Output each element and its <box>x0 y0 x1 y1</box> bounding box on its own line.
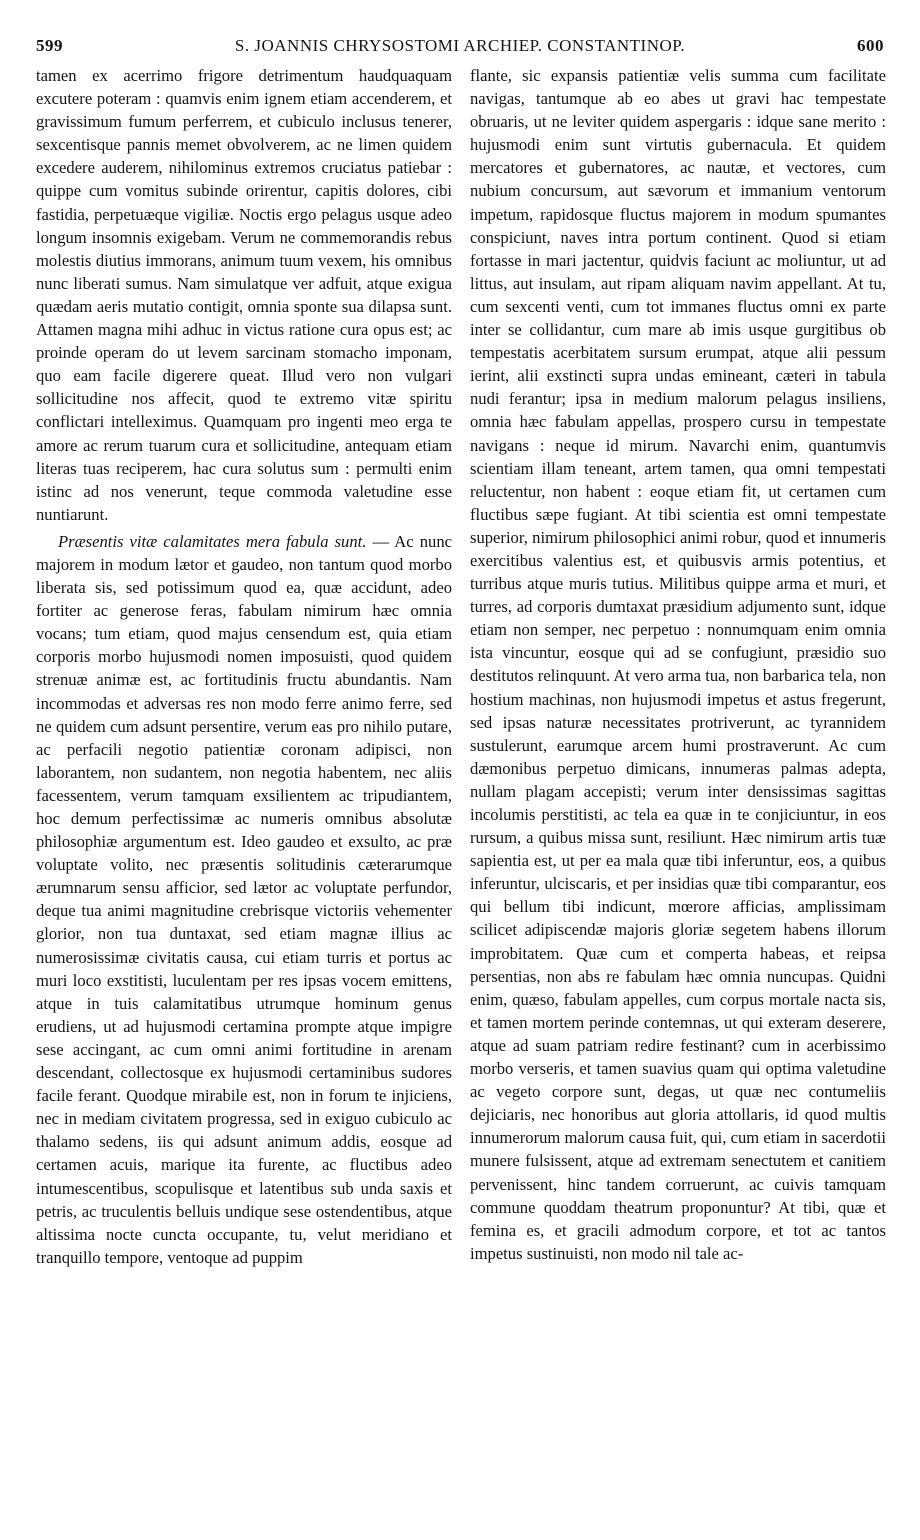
page-number-left: 599 <box>36 36 63 55</box>
right-column <box>470 64 886 1265</box>
left-column <box>36 64 452 1269</box>
page-header <box>36 34 884 60</box>
left-paragraph-2: Præsentis vitæ calamitates mera fabula sunt. — Ac nunc majorem in modum lætor et gaudeo, non tantum quod morbo liberata sis, sed potissimum quod ea, quæ accidunt, adeo fortiter ac generose feras, fabulam nimirum hæc omnia vocans; tum etiam, quod majus censendum est, quia etiam corporis morbo hujusmodi nomen imposuisti, quod quidem strenuæ animæ est, ac fortitudinis fructu abundantis. Nam incommodas et adversas res non modo ferre animo ferre, sed ne quidem cum adsunt persentire, verum eas pro nihilo putare, ac perfacili negotio patientiæ coronam adipisci, non laborantem, non sudantem, non negotia habentem, nec aliis facessentem, verum tamquam exsilientem ac tripudiantem, hoc demum perfectissimæ ac numeris omnibus absolutæ philosophiæ argumentum est. Ideo gaudeo et exsulto, ac præ voluptate volito, nec præsentis solitudinis cæterarumque ærumnarum sensu afficior, sed lætor ac voluptate perfundor, deque tua animi magnitudine crebrisque victoriis vehementer glorior, non tua duntaxat, sed etiam magnæ illius ac numerosissimæ civitatis causa, cui etiam turris et portus ac muri loco exstitisti, luculentam per res ipsas vocem emittens, atque in tuis calamitatibus utrumque hominum genus erudiens, ut ad hujusmodi certamina prompte atque impigre sese accingant, ac cum omni animi fortitudine in arenam descendant, collectosque ex hujusmodi certaminibus sudores facile ferant. Quodque mirabile est, non in forum te injiciens, nec in mediam civitatem progressa, sed in exiguo cubiculo ac thalamo sedens, iis qui adsunt animum addis, eosque ad certamen acuis, marique ita furente, ac fluctibus adeo intumescentibus, scopulisque et latentibus sub unda saxis et petris, ac truculentis belluis undique sese ostendentibus, atque altissima nocte cuncta occupante, tu, velut meridiano et tranquillo tempore, ventoque ad puppim <box>36 531 452 1267</box>
left-paragraph-1: tamen ex acerrimo frigore detrimentum haudquaquam excutere poteram : quamvis enim ignem etiam accenderem, et gravissimum fumum perferrem, et cubiculo inclusus tenerer, sexcentisque pannis memet obvolverem, ac ne limen quidem excedere auderem, nihilominus extremos cruciatus patiebar : quippe cum vomitus subinde orirentur, capitis dolores, cibi fastidia, perpetuæque vigiliæ. Noctis ergo pelagus usque adeo longum insomnis exigebam. Verum ne commemorandis rebus molestis diutius immorans, animum tuum vexem, his omnibus nunc liberati sumus. Nam simulatque ver adfuit, atque exigua quædam aeris mutatio contigit, omnia sponte sua dilapsa sunt. Attamen magna mihi adhuc in victus ratione cura opus est; ac proinde operam do ut levem sarcinam stomacho imponam, quo eam facile digerere queat. Illud vero non vulgari sollicitudine nos affecit, quod te extremo vitæ spiritu conflictari intelleximus. Quamquam pro ingenti meo erga te amore ac rerum tuarum cura et sollicitudine, antequam etiam literas tuas reciperem, hac cura solutus sum : permulti enim istinc ad nos venerunt, teque commoda valetudine esse nuntiarunt. <box>36 66 452 524</box>
left-paragraph-2-text: Ac nunc majorem in modum lætor et gaudeo, non tantum quod morbo liberata sis, sed potissimum quod ea, quæ accidunt, adeo fortiter ac generose feras, fabulam nimirum hæc omnia vocans; tum etiam, quod majus censendum est, quia etiam corporis morbo hujusmodi nomen imposuisti, quod quidem strenuæ animæ est, ac fortitudinis fructu abundantis. Nam incommodas et adversas res non modo ferre animo ferre, sed ne quidem cum adsunt persentire, verum eas pro nihilo putare, ac perfacili negotio patientiæ coronam adipisci, non laborantem, non sudantem, non negotia habentem, nec aliis facessentem, verum tamquam exsilientem ac tripudiantem, hoc demum perfectissimæ ac numeris omnibus absolutæ philosophiæ argumentum est. Ideo gaudeo et exsulto, ac præ voluptate volito, nec præsentis solitudinis cæterarumque ærumnarum sensu afficior, sed lætor ac voluptate perfundor, deque tua animi magnitudine crebrisque victoriis vehementer glorior, non tua duntaxat, sed etiam magnæ illius ac numerosissimæ civitatis causa, cui etiam turris et portus ac muri loco exstitisti, luculentam per res ipsas vocem emittens, atque in tuis calamitatibus utrumque hominum genus erudiens, ut ad hujusmodi certamina prompte atque impigre sese accingant, ac cum omni animi fortitudine in arenam descendant, collectosque ex hujusmodi certaminibus sudores facile ferant. Quodque mirabile est, non in forum te injiciens, nec in mediam civitatem progressa, sed in exiguo cubiculo ac thalamo sedens, iis qui adsunt animum addis, eosque ad certamen acuis, marique ita furente, ac fluctibus adeo intumescentibus, scopulisque et latentibus sub unda saxis et petris, ac truculentis belluis undique sese ostendentibus, atque altissima nocte cuncta occupante, tu, velut meridiano et tranquillo tempore, ventoque ad puppim <box>36 531 452 1267</box>
right-paragraph-1: flante, sic expansis patientiæ velis summa cum facilitate navigas, tantumque ab eo abes ut gravi hac tempestate obruaris, ut ne leviter quidem aspergaris : idque sane merito : hujusmodi enim sunt virtutis gubernacula. Et quidem mercatores et gubernatores, ac nautæ, et vectores, cum nubium concursum, aut sævorum et immanium ventorum impetum, rapidosque fluctus majorem in modum spumantes conspiciunt, naves intra portum continent. Quod si etiam fortasse in mari jactentur, quidvis faciunt ac moliuntur, ut ad littus, aut insulam, aut ripam aliquam navim appellant. At tu, cum sexcenti venti, cum tot immanes fluctus omni ex parte inter se collidantur, cum mare ab imis usque gurgitibus ob tempestatis acerbitatem sursum erumpat, atque alii pessum ierint, alii exstincti supra undas emineant, cæteri in tabula nudi ferantur; ipsa in medium malorum pelagus insiliens, omnia hæc fabulam appellas, prospero cursu in tempestate navigans : neque id mirum. Navarchi enim, quantumvis scientiam illam teneant, artem tamen, qua omni tempestati reluctentur, non habent : eoque etiam fit, ut certamen cum fluctibus sæpe fugiant. At tibi scientia est omni tempestate superior, nimirum philosophici animi robur, quod et innumeris exercitibus valentius est, et quibusvis armis potentius, et turribus atque muris tutius. Militibus quippe arma et muri, et turres, ad corporis dumtaxat præsidium adjumento sunt, idque etiam non semper, nec perpetuo : nonnumquam enim omnia ista vincuntur, eosque qui ad se confugiunt, præsidio suo destitutos relinquunt. At vero arma tua, non barbarica tela, non hostium machinas, non hujusmodi impetus et astus fregerunt, sed ipsas naturæ necessitates protriverunt, ac tyrannidem sustulerunt, earumque arcem humi prostraverunt. Ac cum dæmonibus perpetuo dimicans, innumeras palmas adepta, nullam plagam accepisti; verum inter densissimas sagittas incolumis perstitisti, ac tela ea quæ in te conjiciuntur, in eos rursum, a quibus missa sunt, resiliunt. Hæc nimirum artis tuæ sapientia est, ut per ea mala quæ tibi inferuntur, eos, a quibus inferuntur, ulciscaris, et per insidias quæ tibi comparantur, eos qui bellum tibi indicunt, mœrore afficias, amplissimam scilicet adipiscendæ majoris gloriæ segetem habens illorum improbitatem. Quæ cum et comperta habeas, et reipsa persentias, non abs re fabulam hæc omnia nuncupas. Quidni enim, quæso, fabulam appelles, cum corpus mortale nacta sis, et tamen mortem perinde contemnas, ut qui exteram deserere, atque ad suam patriam redire festinant? cum in acerbissimo morbo verseris, et tamen suavius quam qui optima valetudine ac vegeto corpore sunt, degas, ut quæ nec contumeliis dejiciaris, nec honoribus aut gloria attollaris, id quod multis innumerorum malorum causa fuit, qui, cum etiam in sacerdotii munere fulsissent, atque ad extremam senectutem et canitiem pervenissent, hinc tandem corruerunt, ac cuivis tamquam commune quoddam theatrum proponuntur? At tibi, quæ et femina es, et gracili admodum corpore, et tot ac tantos impetus sustinuisti, non modo nil tale ac- <box>470 66 886 1263</box>
running-title: S. JOANNIS CHRYSOSTOMI ARCHIEP. CONSTANTINOP. <box>234 36 686 55</box>
section-heading: Præsentis vitæ calamitates mera fabula sunt. <box>58 531 367 551</box>
page-number-right: 600 <box>857 36 884 55</box>
